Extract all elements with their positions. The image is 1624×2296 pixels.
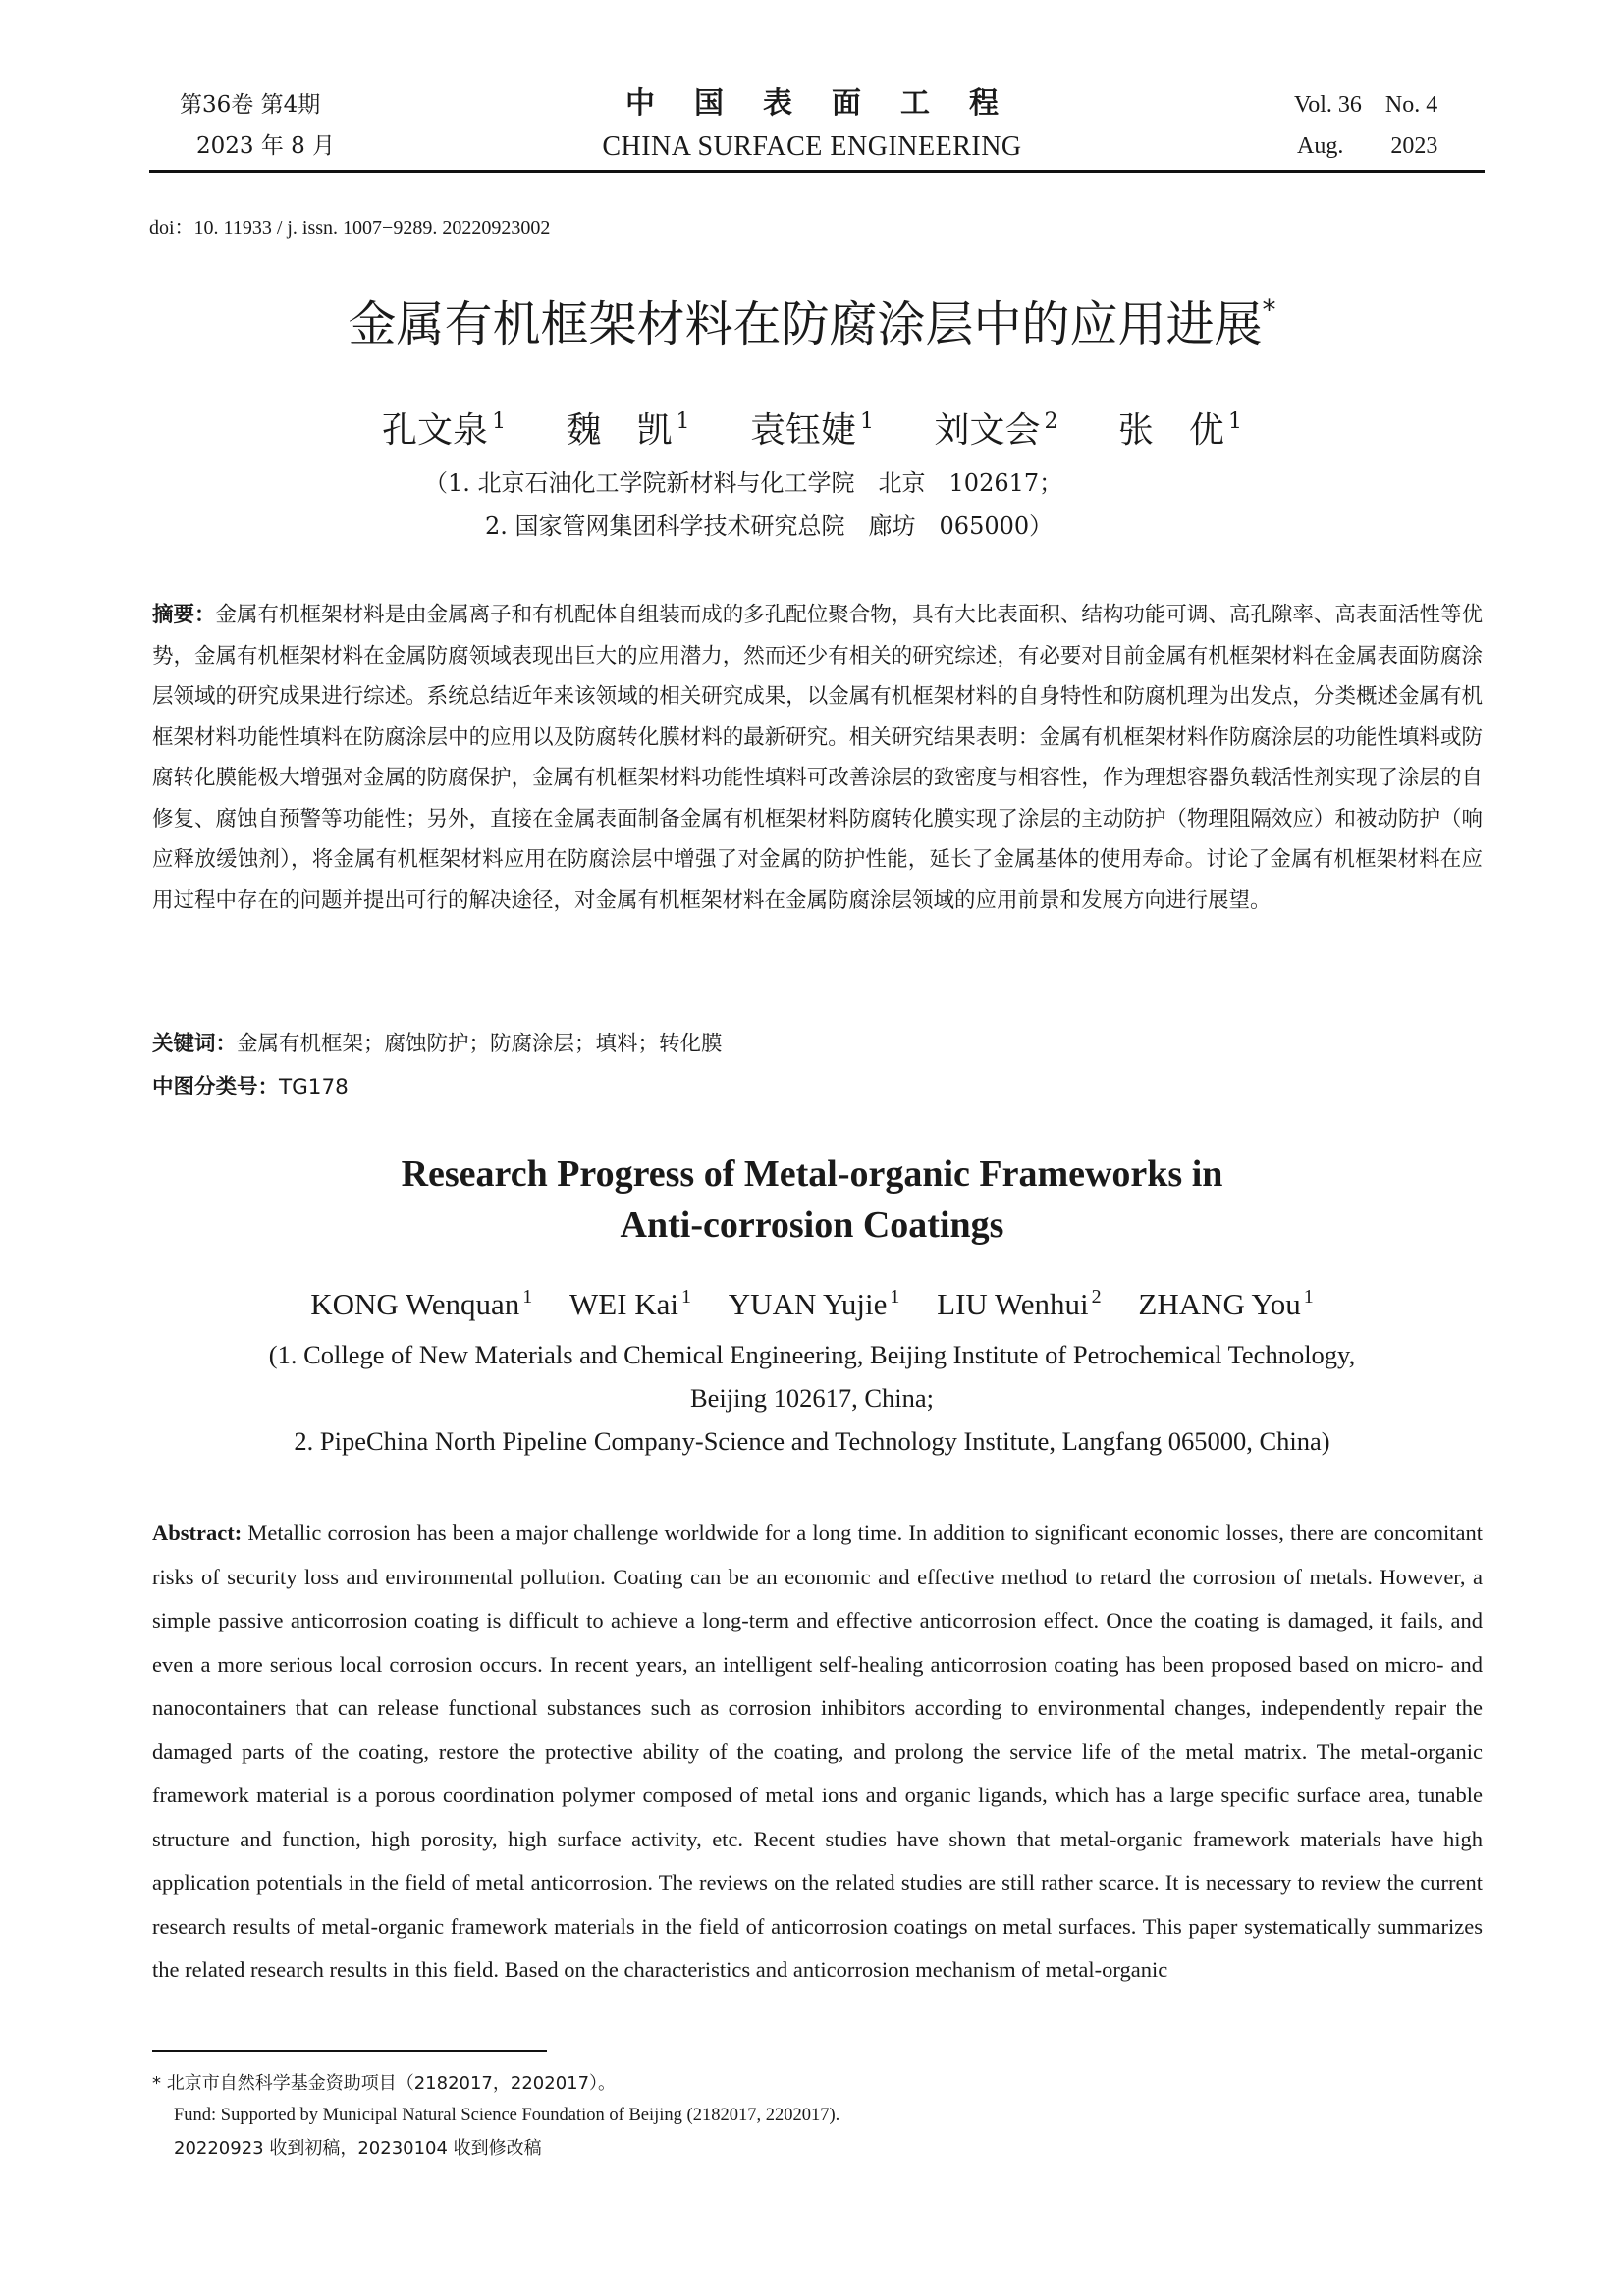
keywords-cn bbox=[152, 1027, 723, 1057]
author-cn bbox=[1118, 410, 1242, 451]
journal-name-cn: 中国表面工程 bbox=[625, 86, 1038, 121]
author-cn bbox=[382, 410, 506, 451]
journal-issue-en bbox=[1294, 84, 1437, 167]
title-footnote-mark: * bbox=[1262, 294, 1276, 326]
affiliation-en-line-1: (1. College of New Materials and Chemical Engineering, Beijing Institute of Petrochemical Technology, bbox=[268, 1340, 1356, 1369]
keywords-cn-label: 关键词： bbox=[152, 1032, 238, 1056]
title-cn-text: 金属有机框架材料在防腐涂层中的应用进展 bbox=[348, 296, 1263, 352]
author-affiliation-mark: 2 bbox=[1091, 1286, 1102, 1308]
author-affiliation-mark: 2 bbox=[1044, 409, 1058, 434]
author-affiliation-mark: 1 bbox=[522, 1286, 533, 1308]
author-name: KONG Wenquan bbox=[310, 1287, 520, 1321]
author-cn bbox=[567, 410, 690, 451]
title-en bbox=[0, 1148, 1624, 1251]
author-name: 刘文会 bbox=[934, 410, 1041, 451]
title-en-line-1: Research Progress of Metal-organic Frameworks in bbox=[401, 1153, 1223, 1195]
volume-issue-cn: 第36卷 第4期 bbox=[180, 92, 321, 118]
author-cn bbox=[750, 410, 874, 451]
fund-note-en: Fund: Supported by Municipal Natural Science Foundation of Beijing (2182017, 2202017). bbox=[174, 2106, 840, 2125]
author-affiliation-mark: 1 bbox=[1227, 409, 1242, 434]
journal-name-en: CHINA SURFACE ENGINEERING bbox=[602, 132, 1022, 162]
authors-cn bbox=[0, 402, 1624, 453]
vol-no-en: Vol. 36 No. 4 bbox=[1294, 92, 1438, 118]
author-name: 张 优 bbox=[1117, 410, 1224, 451]
title-en-line-2: Anti-corrosion Coatings bbox=[620, 1204, 1004, 1246]
author-affiliation-mark: 1 bbox=[492, 409, 507, 434]
clc-value: TG178 bbox=[279, 1075, 349, 1099]
abstract-cn bbox=[152, 595, 1483, 921]
affiliations-cn bbox=[0, 461, 1624, 548]
footnote-rule bbox=[152, 2050, 547, 2052]
affiliations-en bbox=[0, 1333, 1624, 1463]
author-name: LIU Wenhui bbox=[937, 1287, 1089, 1321]
author-en bbox=[729, 1287, 900, 1321]
fund-note-cn: * 北京市自然科学基金资助项目（2182017，2202017）。 bbox=[152, 2073, 617, 2094]
author-name: YUAN Yujie bbox=[728, 1287, 888, 1321]
affiliation-en-line-3: 2. PipeChina North Pipeline Company-Science and Technology Institute, Langfang 065000, China) bbox=[294, 1426, 1330, 1456]
footnotes bbox=[152, 2067, 839, 2164]
abstract-en bbox=[152, 1512, 1483, 1993]
author-name: 魏 凯 bbox=[566, 410, 673, 451]
doi: doi：10. 11933 / j. issn. 1007−9289. 20220923002 bbox=[149, 217, 551, 239]
clc-number bbox=[152, 1070, 349, 1100]
author-en bbox=[937, 1287, 1102, 1321]
author-en bbox=[310, 1287, 532, 1321]
author-affiliation-mark: 1 bbox=[1303, 1286, 1314, 1308]
affiliation-cn-1: （1. 北京石油化工学院新材料与化工学院 北京 102617； bbox=[424, 469, 1063, 497]
author-name: WEI Kai bbox=[569, 1287, 679, 1321]
affiliation-cn-2: 2. 国家管网集团科学技术研究总院 廊坊 065000） bbox=[485, 512, 1054, 540]
author-affiliation-mark: 1 bbox=[890, 1286, 900, 1308]
clc-label: 中图分类号： bbox=[152, 1075, 280, 1099]
authors-en bbox=[0, 1286, 1624, 1322]
keywords-cn-text: 金属有机框架；腐蚀防护；防腐涂层；填料；转化膜 bbox=[237, 1032, 723, 1056]
affiliation-en-line-2: Beijing 102617, China; bbox=[689, 1383, 935, 1413]
date-en: Aug. 2023 bbox=[1297, 133, 1438, 159]
author-name: ZHANG You bbox=[1138, 1287, 1301, 1321]
abstract-en-label: Abstract: bbox=[152, 1521, 243, 1545]
author-cn bbox=[934, 410, 1057, 451]
abstract-en-text: Metallic corrosion has been a major challenge worldwide for a long time. In addition to significant economic losses, there are concomitant risks of security loss and environmental pollution. Coating can be an economic and effective method to retard the corrosion of metals. However, a simple passive anticorrosion coating is difficult to achieve a long-term and effective anticorrosion effect. Once the coating is damaged, it fails, and even a more serious local corrosion occurs. In recent years, an intelligent self-healing anticorrosion coating has been proposed based on micro- and nanocontainers that can release functional substances such as corrosion inhibitors according to environmental changes, independently repair the damaged parts of the coating, restore the protective ability of the coating, and prolong the service life of the metal matrix. The metal-organic framework material is a porous coordination polymer composed of metal ions and organic ligands, which has a large specific surface area, tunable structure and function, high porosity, high surface activity, etc. Recent studies have shown that metal-organic framework materials have high application potentials in the field of metal anticorrosion. The reviews on the related studies are still rather scarce. It is necessary to review the current research results of metal-organic framework materials in the field of anticorrosion coatings on metal surfaces. This paper systematically summarizes the related research results in this field. Based on the characteristics and anticorrosion mechanism of metal-organic bbox=[152, 1521, 1483, 1982]
date-cn: 2023 年 8 月 bbox=[196, 133, 336, 159]
author-affiliation-mark: 1 bbox=[860, 409, 874, 434]
abstract-cn-text: 金属有机框架材料是由金属离子和有机配体自组装而成的多孔配位聚合物，具有大比表面积、结构功能可调、高孔隙率、高表面活性等优势，金属有机框架材料在金属防腐领域表现出巨大的应用潜力，然而还少有相关的研究综述，有必要对目前金属有机框架材料在金属表面防腐涂层领域的研究成果进行综述。系统总结近年来该领域的相关研究成果，以金属有机框架材料的自身特性和防腐机理为出发点，分类概述金属有机框架材料功能性填料在防腐涂层中的应用以及防腐转化膜材料的最新研究。相关研究结果表明：金属有机框架材料作防腐涂层的功能性填料或防腐转化膜能极大增强对金属的防腐保护，金属有机框架材料功能性填料可改善涂层的致密度与相容性，作为理想容器负载活性剂实现了涂层的自修复、腐蚀自预警等功能性；另外，直接在金属表面制备金属有机框架材料防腐转化膜实现了涂层的主动防护（物理阻隔效应）和被动防护（响应释放缓蚀剂），将金属有机框架材料应用在防腐涂层中增强了对金属的防护性能，延长了金属基体的使用寿命。讨论了金属有机框架材料在应用过程中存在的问题并提出可行的解决途径，对金属有机框架材料在金属防腐涂层领域的应用前景和发展方向进行展望。 bbox=[152, 603, 1483, 913]
author-name: 孔文泉 bbox=[382, 410, 489, 451]
author-name: 袁钰婕 bbox=[749, 410, 856, 451]
abstract-cn-label: 摘要： bbox=[152, 603, 216, 627]
author-en bbox=[569, 1287, 691, 1321]
author-affiliation-mark: 1 bbox=[681, 1286, 692, 1308]
received-dates: 20220923 收到初稿，20230104 收到修改稿 bbox=[174, 2138, 542, 2159]
author-en bbox=[1138, 1287, 1313, 1321]
header-rule bbox=[149, 170, 1485, 173]
title-cn bbox=[0, 287, 1624, 355]
author-affiliation-mark: 1 bbox=[676, 409, 690, 434]
